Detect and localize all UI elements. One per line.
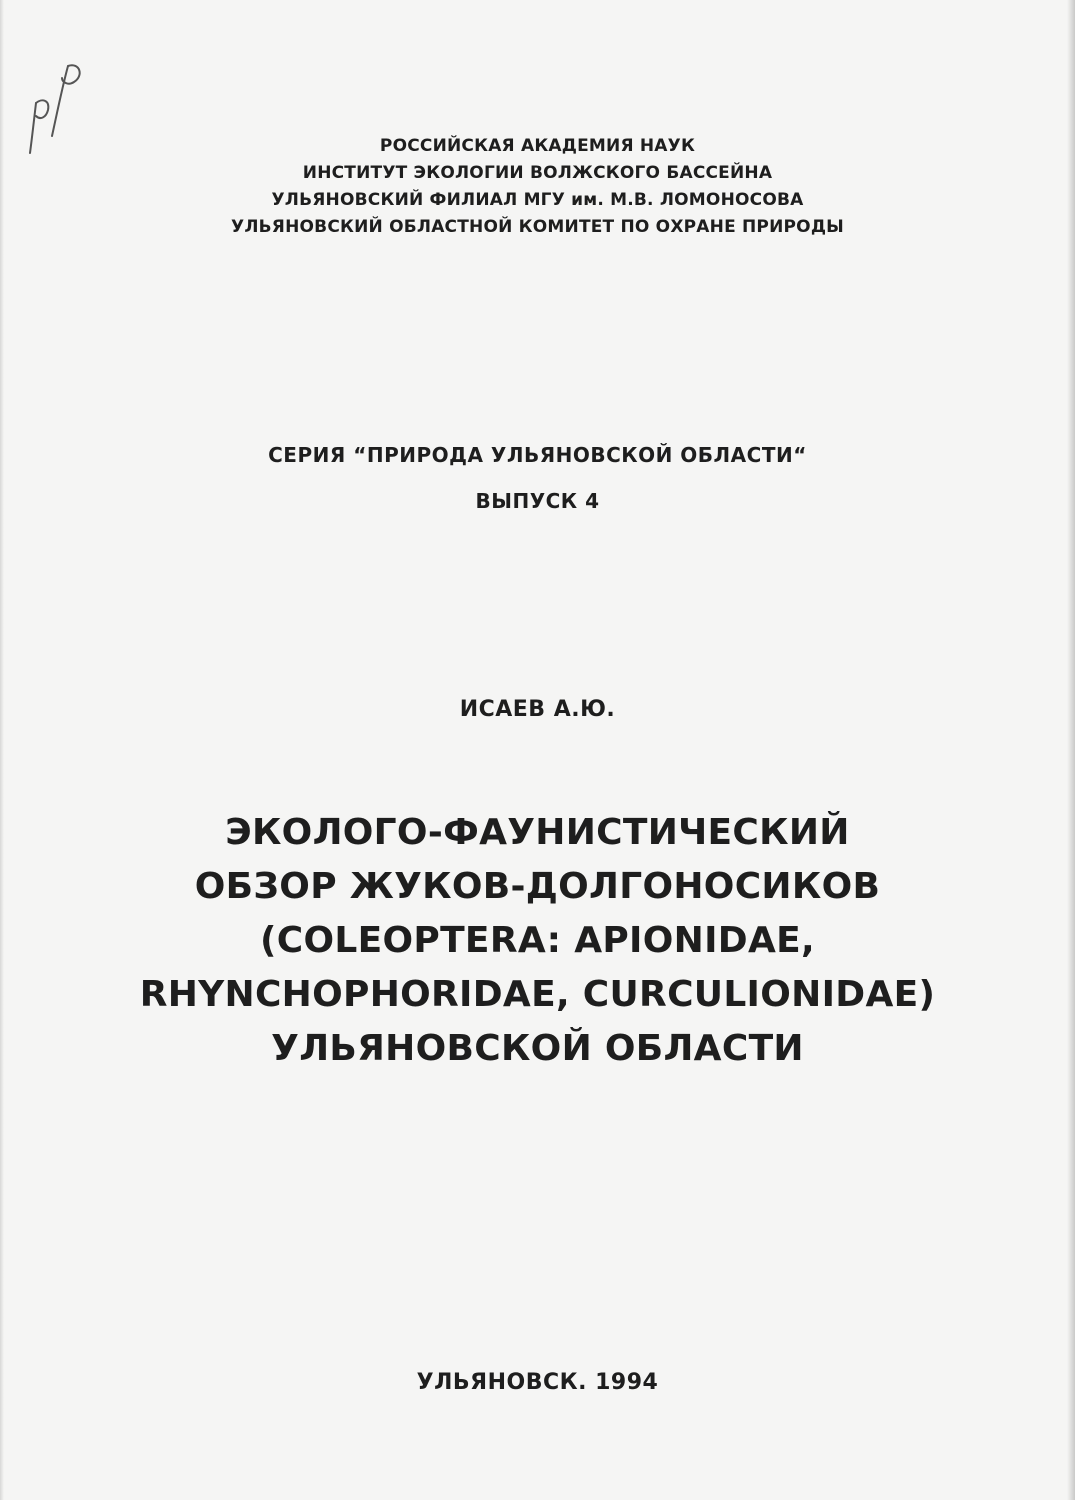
title-line: УЛЬЯНОВСКОЙ ОБЛАСТИ bbox=[271, 1028, 804, 1069]
author-name: ИСАЕВ А.Ю. bbox=[459, 697, 616, 722]
institution-line: УЛЬЯНОВСКИЙ ФИЛИАЛ МГУ им. М.В. ЛОМОНОСОВА bbox=[271, 190, 804, 210]
institution-line: РОССИЙСКАЯ АКАДЕМИЯ НАУК bbox=[379, 136, 696, 156]
imprint-place-year: УЛЬЯНОВСК. 1994 bbox=[416, 1370, 659, 1395]
title-line: ЭКОЛОГО-ФАУНИСТИЧЕСКИЙ bbox=[225, 812, 850, 853]
title-line: (COLEOPTERA: APIONIDAE, bbox=[259, 920, 815, 961]
institutions-block bbox=[0, 133, 1075, 241]
title-line: RHYNCHOPHORIDAE, CURCULIONIDAE) bbox=[139, 974, 936, 1015]
institution-line: ИНСТИТУТ ЭКОЛОГИИ ВОЛЖСКОГО БАССЕЙНА bbox=[302, 163, 773, 183]
book-title bbox=[0, 806, 1075, 1076]
institution-line: УЛЬЯНОВСКИЙ ОБЛАСТНОЙ КОМИТЕТ ПО ОХРАНЕ ПРИРОДЫ bbox=[231, 217, 844, 237]
series-issue: ВЫПУСК 4 bbox=[475, 489, 600, 513]
series-block bbox=[0, 432, 1075, 524]
title-line: ОБЗОР ЖУКОВ-ДОЛГОНОСИКОВ bbox=[194, 866, 881, 907]
series-title: СЕРИЯ “ПРИРОДА УЛЬЯНОВСКОЙ ОБЛАСТИ“ bbox=[268, 443, 807, 467]
